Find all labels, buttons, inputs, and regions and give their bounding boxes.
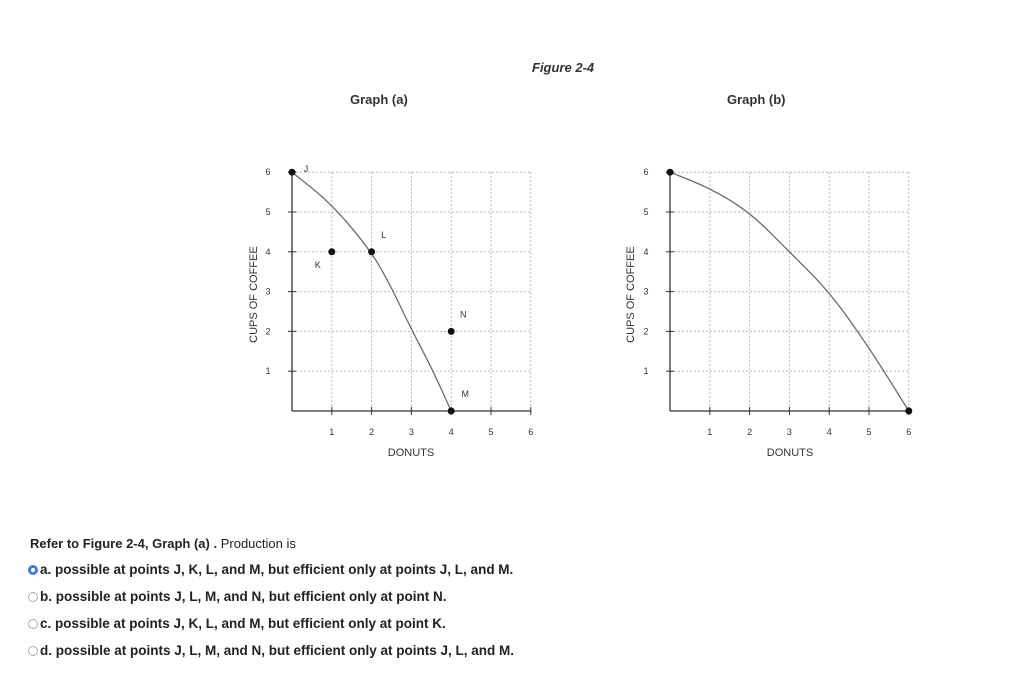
point-label-n: N bbox=[459, 309, 467, 320]
y-tick-label: 2 bbox=[643, 326, 649, 337]
x-tick-label: 5 bbox=[866, 427, 872, 437]
point-label-j: J bbox=[303, 164, 309, 175]
x-axis-title: DONUTS bbox=[766, 447, 814, 459]
graph-a-title: Graph (a) bbox=[350, 92, 408, 107]
option-c-letter: c. bbox=[40, 616, 52, 631]
option-b[interactable] bbox=[28, 583, 514, 610]
question-prompt bbox=[30, 536, 296, 551]
x-tick-label: 5 bbox=[488, 427, 494, 437]
point-label-k: K bbox=[314, 259, 321, 270]
y-tick-label: 1 bbox=[643, 366, 649, 377]
point-label-l: L bbox=[381, 229, 387, 240]
option-a-text: possible at points J, K, L, and M, but efficient only at points J, L, and M. bbox=[55, 562, 514, 577]
y-axis-title: CUPS OF COFFEE bbox=[625, 246, 637, 343]
option-d-letter: d. bbox=[40, 643, 52, 658]
x-tick-label: 4 bbox=[448, 427, 454, 437]
point-endpoint bbox=[667, 169, 674, 176]
option-c-radio[interactable] bbox=[28, 619, 38, 629]
question-text: Production is bbox=[220, 536, 296, 551]
answer-options bbox=[28, 556, 514, 664]
x-tick-label: 3 bbox=[786, 427, 792, 437]
x-tick-label: 1 bbox=[329, 427, 335, 437]
y-tick-label: 5 bbox=[643, 207, 649, 217]
option-c[interactable] bbox=[28, 610, 514, 637]
point-label-m: M bbox=[461, 389, 469, 399]
option-d-text: possible at points J, L, M, and N, but efficient only at points J, L, and M. bbox=[55, 643, 515, 658]
figure-title: Figure 2-4 bbox=[532, 60, 595, 75]
x-tick-label: 4 bbox=[826, 427, 832, 437]
ppf-curve bbox=[670, 172, 909, 411]
graph-b-title: Graph (b) bbox=[727, 92, 786, 107]
x-tick-label: 6 bbox=[906, 427, 912, 437]
option-b-text: possible at points J, L, M, and N, but efficient only at point N. bbox=[55, 589, 447, 604]
y-tick-label: 5 bbox=[265, 207, 271, 217]
point-endpoint bbox=[905, 408, 912, 415]
y-tick-label: 3 bbox=[265, 286, 271, 297]
option-b-letter: b. bbox=[40, 589, 52, 604]
option-c-text: possible at points J, K, L, and M, but efficient only at point K. bbox=[55, 616, 446, 631]
y-tick-label: 6 bbox=[265, 167, 271, 178]
x-tick-label: 1 bbox=[707, 427, 713, 437]
y-tick-label: 6 bbox=[643, 167, 649, 178]
option-a-letter: a. bbox=[40, 562, 52, 577]
y-tick-label: 3 bbox=[643, 286, 649, 297]
option-a-radio[interactable] bbox=[28, 565, 38, 575]
option-b-radio[interactable] bbox=[28, 592, 38, 602]
x-axis-title: DONUTS bbox=[387, 447, 435, 459]
x-tick-label: 2 bbox=[369, 427, 375, 437]
y-tick-label: 2 bbox=[265, 326, 271, 337]
question-reference: Refer to Figure 2-4, Graph (a) . bbox=[30, 536, 218, 551]
x-tick-label: 2 bbox=[747, 427, 753, 437]
option-d[interactable] bbox=[28, 637, 514, 664]
y-tick-label: 4 bbox=[265, 246, 271, 257]
y-axis-title: CUPS OF COFFEE bbox=[248, 246, 260, 343]
x-tick-label: 6 bbox=[528, 427, 534, 437]
option-a[interactable] bbox=[28, 556, 514, 583]
x-tick-label: 3 bbox=[408, 427, 414, 437]
option-d-radio[interactable] bbox=[28, 646, 38, 656]
y-tick-label: 1 bbox=[265, 366, 271, 377]
y-tick-label: 4 bbox=[643, 246, 649, 257]
